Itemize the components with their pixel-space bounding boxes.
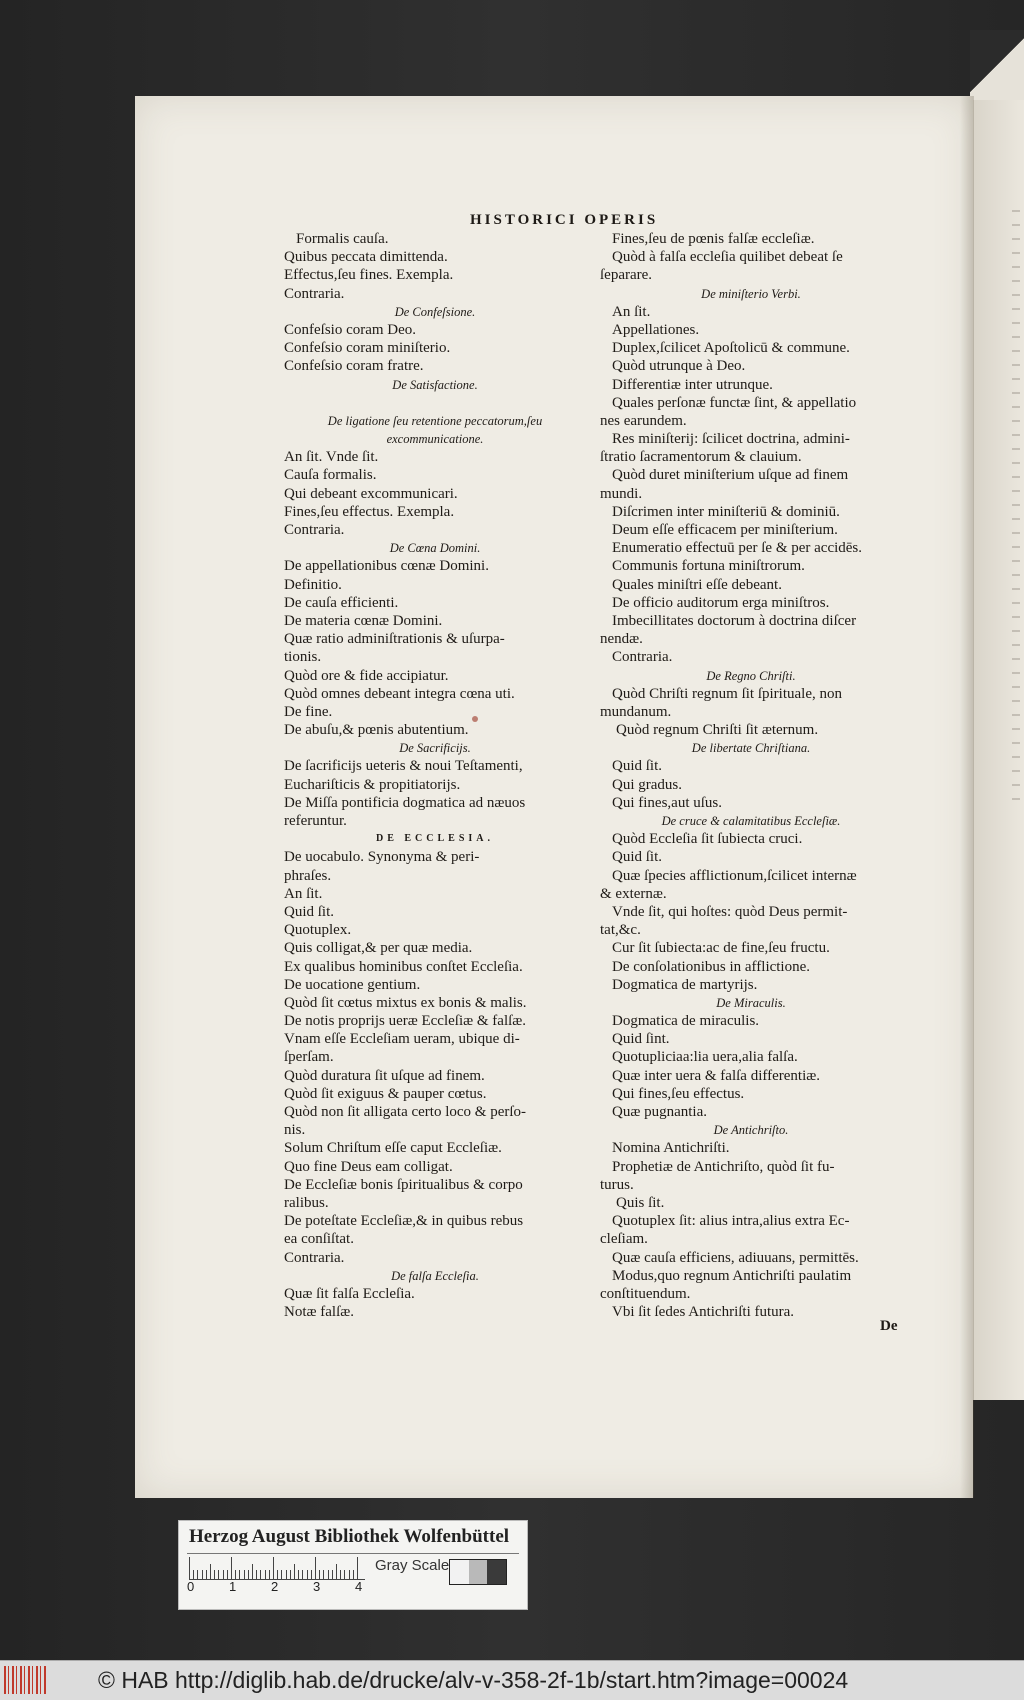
section-heading: De Satisfactione.	[392, 377, 478, 392]
text-line: Communis fortuna miniſtrorum.	[612, 558, 805, 575]
text-line: Confeſsio coram miniſterio.	[284, 340, 451, 357]
text-line: tat,&c.	[600, 922, 641, 939]
adjacent-page-text-marks	[1012, 210, 1020, 810]
text-line: ralibus.	[284, 1194, 329, 1211]
text-line: Ex qualibus hominibus conſtet Eccleſia.	[284, 958, 523, 975]
text-line: Enumeratio effectuū per ſe & per accidēs.	[612, 540, 863, 557]
ruler-tick	[281, 1570, 282, 1579]
text-line: Qui gradus.	[612, 776, 682, 793]
text-line: Quòd Chriſti regnum ſit ſpirituale, non	[612, 685, 842, 702]
ruler-tick	[332, 1570, 333, 1579]
scale-number: 1	[229, 1579, 237, 1594]
catchword: De	[880, 1318, 898, 1334]
text-line: Quæ cauſa efficiens, adiuuans, permittēs.	[612, 1249, 859, 1266]
text-line: Quotuplex.	[284, 922, 352, 939]
text-line: Differentiæ inter utrunque.	[612, 376, 773, 393]
text-line: Effectus,ſeu fines. Exempla.	[284, 267, 454, 284]
text-line: Quòd à falſa eccleſia quilibet debeat ſe	[612, 249, 843, 266]
left-text-column	[284, 230, 586, 1321]
text-line: Quo fine Deus eam colligat.	[284, 1158, 453, 1175]
ruler-tick	[189, 1557, 190, 1579]
ruler-tick	[353, 1570, 354, 1579]
text-line: Euchariſticis & propitiatorijs.	[284, 776, 461, 793]
text-line: conſtituendum.	[600, 1285, 691, 1302]
text-line: turus.	[600, 1176, 634, 1193]
text-line: Quales miniſtri eſſe debeant.	[612, 576, 782, 593]
gray-scale-label: Gray Scale	[375, 1557, 450, 1574]
text-line: An ſit.	[612, 303, 651, 320]
text-line: Quid ſint.	[612, 1031, 670, 1048]
text-line: De appellationibus cœnæ Domini.	[284, 558, 489, 575]
text-line: Quæ ſit falſa Eccleſia.	[284, 1285, 415, 1302]
text-line: De uocatione gentium.	[284, 976, 421, 993]
text-line	[284, 394, 586, 412]
text-line: De fine.	[284, 703, 333, 720]
ruler-tick	[227, 1570, 228, 1579]
gray-swatch-light	[450, 1560, 469, 1584]
ruler-tick	[193, 1570, 194, 1579]
text-line: ſeparare.	[600, 267, 653, 284]
text-line: De officio auditorum erga miniſtros.	[612, 594, 830, 611]
text-line: ea conſiſtat.	[284, 1231, 354, 1248]
ruler-tick	[336, 1564, 337, 1579]
text-line: Quotuplex ſit: alius intra,alius extra Ec-	[612, 1213, 850, 1230]
ruler-tick	[252, 1564, 253, 1579]
text-line: Contraria.	[284, 285, 345, 302]
text-line: De conſolationibus in afflictione.	[612, 958, 811, 975]
text-line: Diſcrimen inter miniſteriū & dominiū.	[612, 503, 840, 520]
hab-logo-icon	[4, 1666, 46, 1694]
ruler-tick	[202, 1570, 203, 1579]
text-line: Nomina Antichriſti.	[612, 1140, 730, 1157]
ruler-tick	[311, 1570, 312, 1579]
text-line: De Eccleſiæ bonis ſpiritualibus & corpo	[284, 1176, 523, 1193]
text-line: Quòd omnes debeant integra cœna uti.	[284, 685, 515, 702]
text-line: Quis colligat,& per quæ media.	[284, 940, 473, 957]
ruler-tick	[197, 1570, 198, 1579]
ruler-tick	[357, 1557, 358, 1579]
ruler-tick	[214, 1570, 215, 1579]
section-heading: De libertate Chriſtiana.	[691, 741, 811, 756]
ruler-tick	[286, 1570, 287, 1579]
scale-number: 2	[271, 1579, 279, 1594]
text-line: Notæ falſæ.	[284, 1304, 354, 1321]
ruler-tick	[307, 1570, 308, 1579]
text-line: Definitio.	[284, 576, 342, 593]
text-line: Quòd Eccleſia ſit ſubiecta cruci.	[612, 831, 803, 848]
text-line: De materia cœnæ Domini.	[284, 612, 443, 629]
text-line: Contraria.	[284, 1249, 345, 1266]
text-line: Qui fines,aut uſus.	[612, 794, 722, 811]
ruler-tick	[298, 1570, 299, 1579]
ruler-tick	[260, 1570, 261, 1579]
ruler-tick	[223, 1570, 224, 1579]
text-line: ſtratio ſacramentorum & clauium.	[600, 449, 802, 466]
text-line: De Miſſa pontificia dogmatica ad næuos	[284, 794, 526, 811]
ruler-tick	[206, 1570, 207, 1579]
page-gutter-shadow	[960, 96, 974, 1498]
running-head: HISTORICI OPERIS	[470, 212, 659, 228]
color-reference-card	[178, 1520, 528, 1610]
text-line: De poteſtate Eccleſiæ,& in quibus rebus	[284, 1213, 524, 1230]
ink-spot	[472, 716, 478, 722]
library-name: Herzog August Bibliothek Wolfenbüttel	[189, 1526, 510, 1547]
text-line: Quòd duret miniſterium uſque ad finem	[612, 467, 849, 484]
text-line: Fines,ſeu de pœnis falſæ eccleſiæ.	[612, 231, 815, 247]
text-line: phraſes.	[284, 867, 332, 884]
ruler-tick	[256, 1570, 257, 1579]
text-line: Quæ ratio adminiſtrationis & uſurpa-	[284, 631, 505, 648]
text-line: Cauſa formalis.	[284, 467, 377, 484]
text-line: De cauſa efficienti.	[284, 594, 399, 611]
section-heading: DE ECCLESIA.	[375, 833, 495, 845]
ruler-tick	[319, 1570, 320, 1579]
ruler-tick	[239, 1570, 240, 1579]
text-line: Solum Chriſtum eſſe caput Eccleſiæ.	[284, 1140, 502, 1157]
ruler-tick	[294, 1564, 295, 1579]
text-line: cleſiam.	[600, 1231, 648, 1248]
text-line: Deum eſſe efficacem per miniſterium.	[612, 522, 838, 538]
ruler-tick	[315, 1557, 316, 1579]
section-heading: excommunicatione.	[386, 432, 484, 447]
ruler-tick	[231, 1557, 232, 1579]
text-line: nis.	[284, 1122, 306, 1139]
text-line: Quæ inter uera & falſa differentiæ.	[612, 1067, 820, 1084]
text-line: Dogmatica de martyrijs.	[612, 976, 758, 993]
ruler-tick	[344, 1570, 345, 1579]
ruler-tick	[290, 1570, 291, 1579]
text-line: nes earundem.	[600, 412, 687, 429]
text-line: Cur ſit ſubiecta:ac de fine,ſeu fructu.	[612, 940, 830, 957]
section-heading: De miniſterio Verbi.	[701, 286, 801, 301]
gray-swatch-dark	[487, 1560, 506, 1584]
ruler-tick	[323, 1570, 324, 1579]
text-line: nendæ.	[600, 631, 643, 648]
text-line: Contraria.	[612, 649, 673, 666]
text-line: De notis proprijs ueræ Eccleſiæ & falſæ.	[284, 1013, 527, 1030]
text-line: Dogmatica de miraculis.	[612, 1013, 760, 1030]
text-line: Quòd ore & fide accipiatur.	[284, 667, 449, 684]
scale-number: 3	[313, 1579, 321, 1594]
ruler-tick	[269, 1570, 270, 1579]
text-line: De uocabulo. Synonyma & peri-	[284, 849, 480, 866]
ruler-tick	[302, 1570, 303, 1579]
text-line: An ſit.	[284, 885, 323, 902]
text-line: Quæ ſpecies afflictionum,ſcilicet internæ	[612, 867, 857, 884]
ruler-tick	[328, 1570, 329, 1579]
section-heading: De cruce & calamitatibus Eccleſiæ.	[661, 814, 841, 828]
ruler-tick	[235, 1570, 236, 1579]
text-line: Prophetiæ de Antichriſto, quòd ſit fu-	[612, 1158, 835, 1175]
section-heading: De Sacrificijs.	[399, 741, 471, 756]
text-line: Qui fines,ſeu effectus.	[612, 1085, 745, 1102]
ruler-tick	[210, 1564, 211, 1579]
ruler-tick	[248, 1570, 249, 1579]
text-line: Quæ pugnantia.	[612, 1104, 707, 1120]
text-line: referuntur.	[284, 813, 347, 829]
scale-number: 0	[187, 1579, 195, 1594]
footer-url: © HAB http://diglib.hab.de/drucke/alv-v-358-2f-1b/start.htm?image=00024	[98, 1667, 849, 1693]
text-line: Quòd utrunque à Deo.	[612, 358, 746, 375]
text-line: An ſit. Vnde ſit.	[284, 449, 379, 466]
text-line: Quid ſit.	[612, 849, 663, 866]
scale-number: 4	[355, 1579, 363, 1594]
text-line: Confeſsio coram fratre.	[284, 358, 424, 375]
right-text-column	[600, 230, 902, 1321]
text-line: Quotupliciaa:lia uera,alia falſa.	[612, 1049, 798, 1066]
ruler-tick	[277, 1570, 278, 1579]
text-line: Fines,ſeu effectus. Exempla.	[284, 503, 455, 520]
section-heading: De falſa Eccleſia.	[391, 1268, 479, 1283]
footer-bar	[0, 1660, 1024, 1700]
text-line: tionis.	[284, 649, 322, 666]
section-heading: De Miraculis.	[716, 995, 786, 1010]
section-heading: De Regno Chriſti.	[706, 668, 796, 683]
text-line: Vbi ſit ſedes Antichriſti futura.	[612, 1304, 795, 1321]
text-line: Vnam eſſe Eccleſiam ueram, ubique di-	[284, 1031, 520, 1048]
text-line: Quòd regnum Chriſti ſit æternum.	[616, 722, 819, 739]
text-line: Appellationes.	[612, 321, 700, 338]
text-line: ſperſam.	[284, 1049, 334, 1066]
text-line: Imbecillitates doctorum à doctrina diſcer	[612, 612, 857, 629]
ruler-tick	[273, 1557, 274, 1579]
page-corner	[970, 30, 1024, 100]
text-line: De ſacrificijs ueteris & noui Teſtamenti,	[284, 758, 523, 775]
ruler-tick	[244, 1570, 245, 1579]
text-line: Qui debeant excommunicari.	[284, 485, 458, 502]
text-line: Res miniſterij: ſcilicet doctrina, admini-	[612, 431, 850, 448]
text-line: Quid ſit.	[284, 903, 335, 920]
section-heading: De Cœna Domini.	[389, 541, 481, 556]
card-divider	[187, 1553, 519, 1554]
text-line: Modus,quo regnum Antichriſti paulatim	[612, 1267, 852, 1284]
text-line: mundanum.	[600, 703, 672, 720]
section-heading: De Antichriſto.	[713, 1123, 789, 1138]
section-heading: De Confeſsione.	[394, 304, 476, 319]
ruler-tick	[265, 1570, 266, 1579]
text-line: Quid ſit.	[612, 758, 663, 775]
adjacent-page-edge	[970, 60, 1024, 1400]
text-line: mundi.	[600, 485, 643, 502]
text-line: Quales perſonæ functæ ſint, & appellatio	[612, 394, 857, 411]
gray-scale-swatches	[449, 1559, 507, 1585]
ruler-tick	[349, 1570, 350, 1579]
text-line: De abuſu,& pœnis abutentium.	[284, 722, 469, 739]
text-line: & externæ.	[600, 885, 667, 902]
text-line: Contraria.	[284, 522, 345, 538]
text-line: Quòd non ſit alligata certo loco & perſo-	[284, 1104, 527, 1120]
gray-swatch-mid	[469, 1560, 488, 1584]
text-line: Quòd ſit cœtus mixtus ex bonis & malis.	[284, 994, 527, 1011]
text-line: Confeſsio coram Deo.	[284, 321, 417, 338]
ruler-tick	[218, 1570, 219, 1579]
text-line: Formalis cauſa.	[296, 231, 389, 247]
ruler-tick	[340, 1570, 341, 1579]
section-heading: De ligatione ſeu retentione peccatorum,ſeu	[327, 413, 543, 428]
text-line: Duplex,ſcilicet Apoſtolicū & commune.	[612, 340, 850, 357]
text-line: Quis ſit.	[616, 1194, 665, 1211]
text-line: Quibus peccata dimittenda.	[284, 249, 448, 266]
text-line: Vnde ſit, qui hoſtes: quòd Deus permit-	[612, 903, 848, 920]
text-line: Quòd duratura ſit uſque ad finem.	[284, 1067, 485, 1084]
text-line: Quòd ſit exiguus & pauper cœtus.	[284, 1085, 487, 1102]
